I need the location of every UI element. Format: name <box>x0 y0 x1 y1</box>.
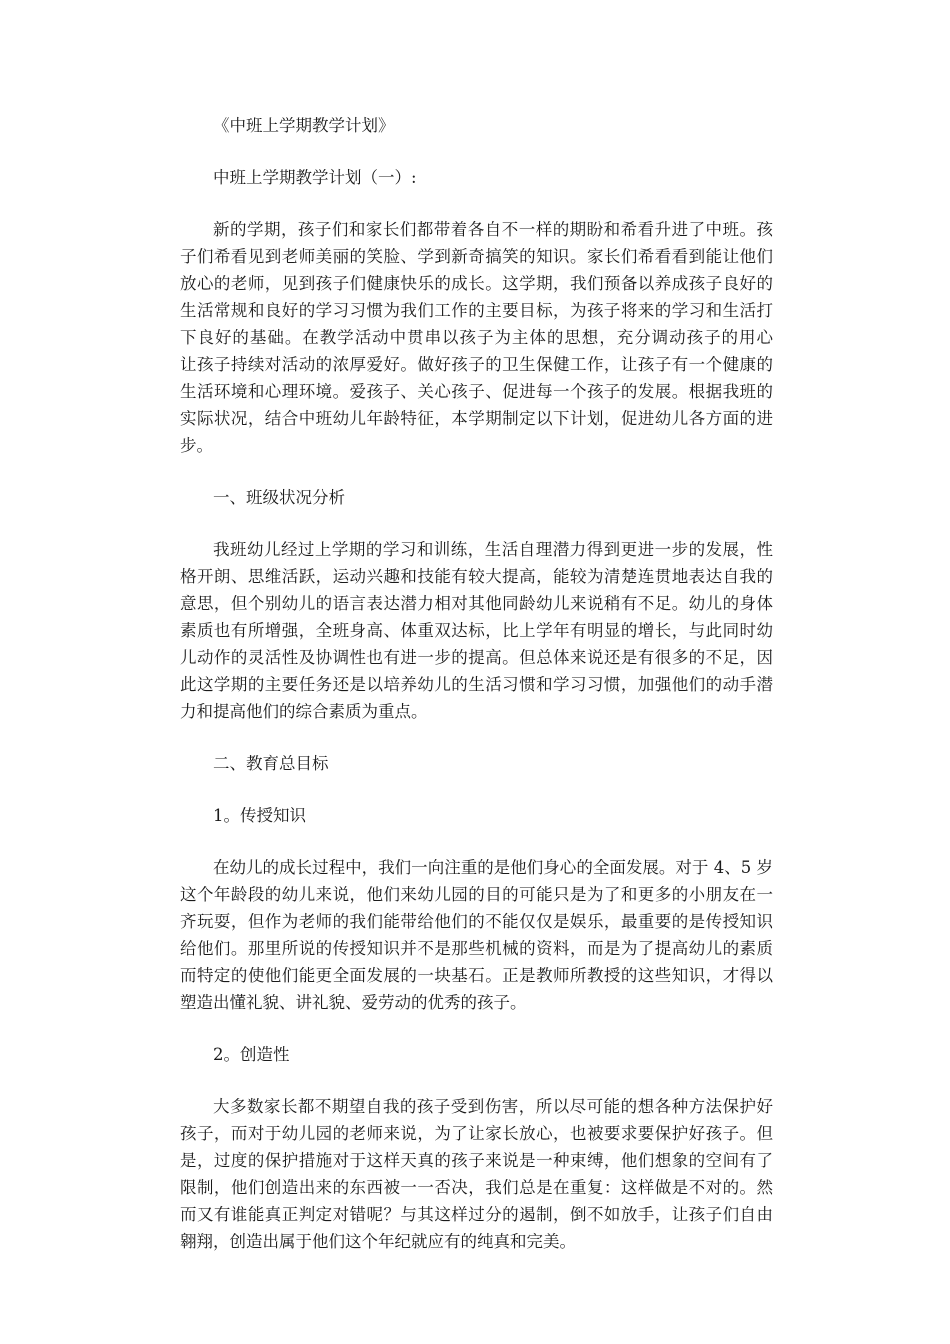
paragraph-line: 放心的老师，见到孩子们健康快乐的成长。这学期，我们预备以养成孩子良好的 <box>180 274 773 293</box>
paragraph-line: 子们希看见到老师美丽的笑脸、学到新奇搞笑的知识。家长们希看看到能让他们 <box>180 247 773 266</box>
document-subtitle: 中班上学期教学计划（一）: <box>213 168 417 187</box>
paragraph-line: 步。 <box>180 436 213 455</box>
paragraph-line: 给他们。那里所说的传授知识并不是那些机械的资料，而是为了提高幼儿的素质 <box>180 939 773 958</box>
document-body <box>180 112 773 1255</box>
paragraph-line: 我班幼儿经过上学期的学习和训练，生活自理潜力得到更进一步的发展，性 <box>213 540 773 559</box>
paragraph-line: 意思，但个别幼儿的语言表达潜力相对其他同龄幼儿来说稍有不足。幼儿的身体 <box>180 594 773 613</box>
item-heading: 1。传授知识 <box>213 806 306 825</box>
paragraph-line: 在幼儿的成长过程中，我们一向注重的是他们身心的全面发展。对于 4、5 岁 <box>213 858 773 877</box>
section-heading: 二、教育总目标 <box>213 754 329 773</box>
paragraph-line: 大多数家长都不期望自我的孩子受到伤害，所以尽可能的想各种方法保护好 <box>213 1097 773 1116</box>
section1-paragraph <box>180 536 773 725</box>
paragraph-line: 孩子，而对于幼儿园的老师来说，为了让家长放心，也被要求要保护好孩子。但 <box>180 1124 773 1143</box>
paragraph-line: 翱翔，创造出属于他们这个年纪就应有的纯真和完美。 <box>180 1232 576 1251</box>
item1-paragraph <box>180 854 773 1016</box>
paragraph-line: 是，过度的保护措施对于这样天真的孩子来说是一种束缚，他们想象的空间有了 <box>180 1151 773 1170</box>
paragraph-line: 此这学期的主要任务还是以培养幼儿的生活习惯和学习习惯，加强他们的动手潜 <box>180 675 773 694</box>
paragraph-line: 齐玩耍，但作为老师的我们能带给他们的不能仅仅是娱乐，最重要的是传授知识 <box>180 912 773 931</box>
paragraph-line: 而特定的使他们能更全面发展的一块基石。正是教师所教授的这些知识，才得以 <box>180 966 773 985</box>
item-heading: 2。创造性 <box>213 1045 290 1064</box>
document-title: 《中班上学期教学计划》 <box>213 116 395 135</box>
paragraph-line: 力和提高他们的综合素质为重点。 <box>180 702 428 721</box>
paragraph-line: 儿动作的灵活性及协调性也有进一步的提高。但总体来说还是有很多的不足，因 <box>180 648 773 667</box>
paragraph-line: 限制，他们创造出来的东西被一一否决，我们总是在重复：这样做是不对的。然 <box>180 1178 773 1197</box>
paragraph-line: 生活常规和良好的学习习惯为我们工作的主要目标，为孩子将来的学习和生活打 <box>180 301 773 320</box>
paragraph-line: 塑造出懂礼貌、讲礼貌、爱劳动的优秀的孩子。 <box>180 993 527 1012</box>
paragraph-line: 格开朗、思维活跃，运动兴趣和技能有较大提高，能较为清楚连贯地表达自我的 <box>180 567 773 586</box>
paragraph-line: 素质也有所增强，全班身高、体重双达标，比上学年有明显的增长，与此同时幼 <box>180 621 773 640</box>
paragraph-line: 而又有谁能真正判定对错呢？与其这样过分的遏制，倒不如放手，让孩子们自由 <box>180 1205 773 1224</box>
item2-paragraph <box>180 1093 773 1255</box>
section-heading: 一、班级状况分析 <box>213 488 345 507</box>
intro-paragraph <box>180 216 773 459</box>
paragraph-line: 下良好的基础。在教学活动中贯串以孩子为主体的思想，充分调动孩子的用心 <box>180 328 773 347</box>
paragraph-line: 实际状况，结合中班幼儿年龄特征，本学期制定以下计划，促进幼儿各方面的进 <box>180 409 773 428</box>
paragraph-line: 让孩子持续对活动的浓厚爱好。做好孩子的卫生保健工作，让孩子有一个健康的 <box>180 355 773 374</box>
paragraph-line: 生活环境和心理环境。爱孩子、关心孩子、促进每一个孩子的发展。根据我班的 <box>180 382 773 401</box>
paragraph-line: 这个年龄段的幼儿来说，他们来幼儿园的目的可能只是为了和更多的小朋友在一 <box>180 885 773 904</box>
paragraph-line: 新的学期，孩子们和家长们都带着各自不一样的期盼和希看升进了中班。孩 <box>213 220 773 239</box>
